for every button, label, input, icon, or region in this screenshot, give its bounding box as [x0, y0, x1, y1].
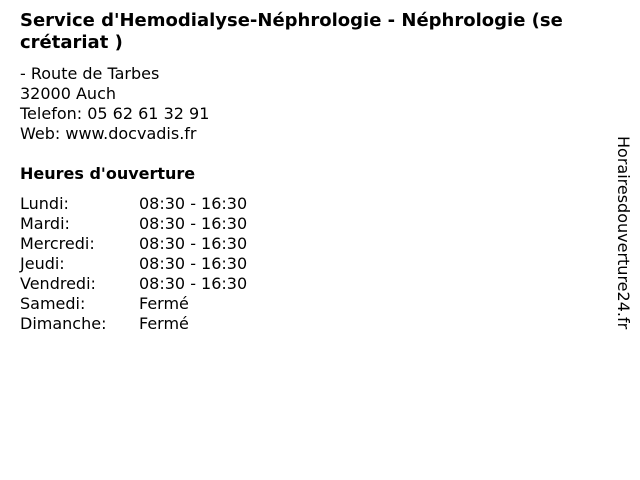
day-label: Mardi:	[20, 214, 70, 233]
hours-value: 08:30 - 16:30	[139, 274, 248, 293]
website: Web: www.docvadis.fr	[20, 124, 197, 143]
day-label: Mercredi:	[20, 234, 95, 253]
watermark-text: Horairesdouverture24.fr	[614, 136, 633, 330]
hours-value: Fermé	[139, 314, 189, 333]
day-label: Vendredi:	[20, 274, 96, 293]
hours-value: 08:30 - 16:30	[139, 194, 248, 213]
opening-hours-heading: Heures d'ouverture	[20, 164, 196, 183]
hours-value: 08:30 - 16:30	[139, 254, 248, 273]
phone-number: Telefon: 05 62 61 32 91	[20, 104, 210, 123]
site-watermark	[612, 136, 634, 346]
hours-value: Fermé	[139, 294, 189, 313]
day-label: Dimanche:	[20, 314, 107, 333]
street-address: - Route de Tarbes	[20, 64, 160, 83]
city: 32000 Auch	[20, 84, 117, 103]
hours-value: 08:30 - 16:30	[139, 214, 248, 233]
day-label: Lundi:	[20, 194, 69, 213]
hours-value: 08:30 - 16:30	[139, 234, 248, 253]
page-title: Service d'Hemodialyse-Néphrologie - Néphrologie (se crétariat )	[20, 10, 563, 53]
day-label: Samedi:	[20, 294, 86, 313]
day-label: Jeudi:	[20, 254, 65, 273]
address-block	[20, 64, 209, 144]
